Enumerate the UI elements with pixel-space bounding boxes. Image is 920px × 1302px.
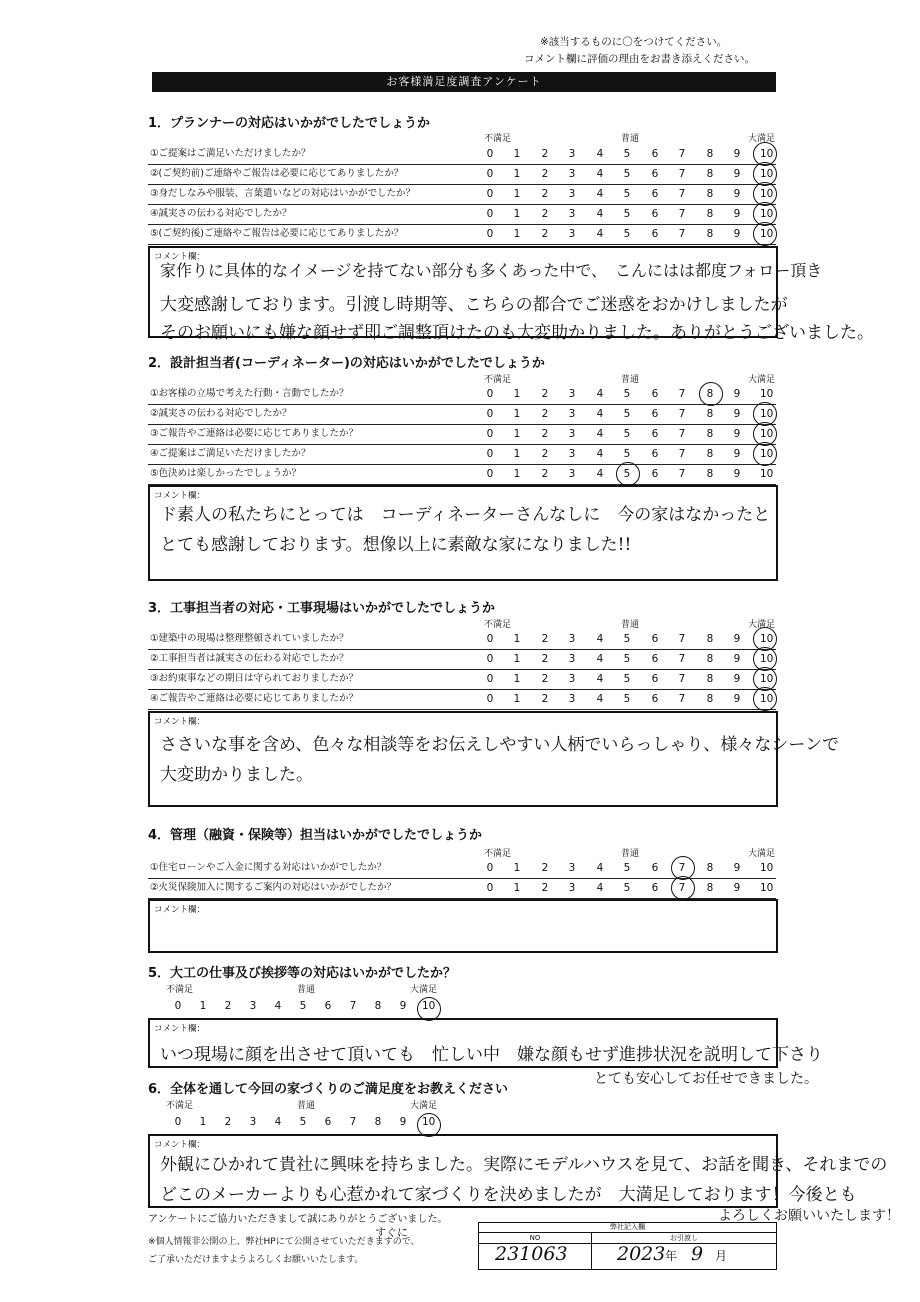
rating-option-3[interactable]: 3 (568, 408, 576, 420)
comment-box-3[interactable] (148, 711, 778, 807)
rating-option-6[interactable]: 6 (651, 228, 659, 240)
question-text: ⑤(ご契約後)ご連絡やご報告は必要に応じてありましたか？ (150, 228, 404, 239)
rating-option-8[interactable]: 8 (706, 633, 714, 645)
rating-option-10[interactable]: 10 (422, 1000, 436, 1012)
handwritten-comment-line: 大変感謝しております。引渡し時期等、こちらの都合でご迷惑をおかけしましたが (160, 295, 788, 315)
rating-option-9[interactable]: 9 (733, 168, 741, 180)
rating-option-9[interactable]: 9 (733, 673, 741, 685)
rating-option-5[interactable]: 5 (299, 1000, 307, 1012)
scale-label-high: 大満足 (748, 849, 776, 859)
question-row[interactable] (148, 878, 776, 899)
scale-label-mid: 普通 (621, 620, 640, 630)
rating-option-8[interactable]: 8 (706, 188, 714, 200)
rating-option-6[interactable]: 6 (651, 633, 659, 645)
delivery-month: 9 (691, 1243, 704, 1265)
question-row[interactable] (148, 424, 776, 445)
year-suffix: 年 (665, 1249, 678, 1263)
rating-option-6[interactable]: 6 (651, 408, 659, 420)
question-row[interactable] (148, 464, 776, 485)
rating-option-4[interactable]: 4 (596, 693, 604, 705)
scale-label-mid: 普通 (621, 375, 640, 385)
table-header: 弊社記入欄 (479, 1223, 776, 1233)
rating-option-8[interactable]: 8 (706, 673, 714, 685)
rating-option-8[interactable]: 8 (706, 862, 714, 874)
handwritten-comment-line: よろしくお願いいたします！ (718, 1208, 900, 1224)
scale-label-low: 不満足 (166, 985, 194, 995)
rating-option-5[interactable]: 5 (623, 448, 631, 460)
handwritten-comment-line: とても感謝しております。想像以上に素敵な家になりました!! (160, 535, 632, 555)
rating-option-2[interactable]: 2 (224, 1000, 232, 1012)
rating-option-1[interactable]: 1 (513, 468, 521, 480)
rating-option-9[interactable]: 9 (733, 428, 741, 440)
rating-option-2[interactable]: 2 (541, 653, 549, 665)
rating-option-4[interactable]: 4 (596, 388, 604, 400)
section-6-title: 6．全体を通して今回の家づくりのご満足度をお教えください (148, 1082, 509, 1097)
question-text: ①お客様の立場で考えた行動・言動でしたか？ (150, 388, 349, 399)
scale-label-mid: 普通 (621, 849, 640, 859)
rating-option-5[interactable]: 5 (623, 633, 631, 645)
rating-option-10[interactable]: 10 (760, 633, 774, 645)
rating-option-9[interactable]: 9 (733, 148, 741, 160)
privacy-notice-2: ご了承いただけますようよろしくお願いいたします。 (148, 1255, 364, 1265)
rating-option-7[interactable]: 7 (678, 862, 686, 874)
rating-option-0[interactable]: 0 (486, 882, 494, 894)
rating-option-0[interactable]: 0 (486, 208, 494, 220)
rating-option-5[interactable]: 5 (623, 168, 631, 180)
rating-option-4[interactable]: 4 (596, 428, 604, 440)
rating-option-6[interactable]: 6 (651, 693, 659, 705)
rating-option-7[interactable]: 7 (678, 882, 686, 894)
rating-option-6[interactable]: 6 (324, 1116, 332, 1128)
rating-row[interactable] (0, 1116, 920, 1136)
rating-option-9[interactable]: 9 (733, 188, 741, 200)
rating-option-3[interactable]: 3 (568, 633, 576, 645)
rating-option-5[interactable]: 5 (623, 428, 631, 440)
question-text: ②工事担当者は誠実さの伝わる対応でしたか？ (150, 653, 349, 664)
rating-option-2[interactable]: 2 (541, 862, 549, 874)
rating-option-10[interactable]: 10 (760, 208, 774, 220)
scale-label-high: 大満足 (748, 134, 776, 144)
selected-rating-circle (753, 687, 777, 711)
rating-option-6[interactable]: 6 (651, 208, 659, 220)
rating-option-0[interactable]: 0 (486, 862, 494, 874)
rating-option-2[interactable]: 2 (541, 448, 549, 460)
question-text: ③身だしなみや服装、言葉遣いなどの対応はいかがでしたか？ (150, 188, 416, 199)
rating-option-4[interactable]: 4 (596, 468, 604, 480)
rating-option-9[interactable]: 9 (733, 388, 741, 400)
handwritten-insert: すぐに (375, 1226, 408, 1239)
comment-label: コメント欄： (154, 252, 206, 262)
delivery-year: 2023 (617, 1243, 666, 1265)
rating-option-2[interactable]: 2 (541, 673, 549, 685)
scale-label-mid: 普通 (297, 1101, 316, 1111)
rating-option-6[interactable]: 6 (651, 168, 659, 180)
rating-option-1[interactable]: 1 (513, 428, 521, 440)
rating-option-10[interactable]: 10 (422, 1116, 436, 1128)
rating-option-0[interactable]: 0 (486, 188, 494, 200)
rating-option-1[interactable]: 1 (513, 653, 521, 665)
rating-option-0[interactable]: 0 (486, 388, 494, 400)
scale-label-low: 不満足 (166, 1101, 194, 1111)
rating-option-1[interactable]: 1 (513, 448, 521, 460)
handwritten-comment-line: どこのメーカーよりも心惹かれて家づくりを決めましたが 大満足しております！今後とも (160, 1185, 857, 1205)
question-text: ①住宅ローンやご入金に関する対応はいかがでしたか？ (150, 862, 387, 873)
question-text: ①建築中の現場は整理整頓されていましたか？ (150, 633, 349, 644)
rating-option-2[interactable]: 2 (541, 228, 549, 240)
rating-option-7[interactable]: 7 (678, 188, 686, 200)
rating-option-4[interactable]: 4 (596, 633, 604, 645)
rating-option-4[interactable]: 4 (274, 1116, 282, 1128)
rating-option-3[interactable]: 3 (249, 1116, 257, 1128)
rating-option-4[interactable]: 4 (596, 448, 604, 460)
rating-option-7[interactable]: 7 (678, 208, 686, 220)
rating-option-1[interactable]: 1 (513, 882, 521, 894)
rating-option-8[interactable]: 8 (706, 168, 714, 180)
rating-option-6[interactable]: 6 (651, 148, 659, 160)
month-suffix: 月 (715, 1249, 728, 1263)
rating-option-7[interactable]: 7 (678, 148, 686, 160)
selected-rating-circle (671, 876, 695, 900)
rating-option-8[interactable]: 8 (706, 693, 714, 705)
rating-option-5[interactable]: 5 (623, 653, 631, 665)
rating-option-10[interactable]: 10 (760, 468, 774, 480)
rating-option-3[interactable]: 3 (568, 428, 576, 440)
rating-option-3[interactable]: 3 (568, 208, 576, 220)
rating-option-9[interactable]: 9 (733, 633, 741, 645)
rating-option-9[interactable]: 9 (733, 693, 741, 705)
rating-option-0[interactable]: 0 (486, 633, 494, 645)
rating-option-3[interactable]: 3 (568, 388, 576, 400)
rating-option-7[interactable]: 7 (678, 448, 686, 460)
rating-option-4[interactable]: 4 (596, 228, 604, 240)
rating-option-5[interactable]: 5 (623, 862, 631, 874)
scale-label-low: 不満足 (484, 620, 512, 630)
rating-option-7[interactable]: 7 (678, 468, 686, 480)
office-use-table (478, 1222, 777, 1270)
rating-option-2[interactable]: 2 (541, 388, 549, 400)
rating-option-5[interactable]: 5 (623, 673, 631, 685)
rating-option-8[interactable]: 8 (706, 408, 714, 420)
comment-label: コメント欄： (154, 1024, 206, 1034)
rating-option-3[interactable]: 3 (568, 448, 576, 460)
rating-option-6[interactable]: 6 (651, 882, 659, 894)
rating-option-10[interactable]: 10 (760, 673, 774, 685)
rating-option-7[interactable]: 7 (349, 1116, 357, 1128)
rating-option-1[interactable]: 1 (513, 862, 521, 874)
rating-option-8[interactable]: 8 (706, 228, 714, 240)
rating-option-0[interactable]: 0 (486, 428, 494, 440)
rating-option-3[interactable]: 3 (568, 653, 576, 665)
selected-rating-circle (753, 222, 777, 246)
scale-label-low: 不満足 (484, 375, 512, 385)
rating-option-10[interactable]: 10 (760, 882, 774, 894)
rating-option-7[interactable]: 7 (678, 633, 686, 645)
question-row[interactable] (148, 164, 776, 185)
handwritten-comment-line: ド素人の私たちにとっては コーディネーターさんなしに 今の家はなかったと (160, 505, 771, 525)
section-3-title: 3．工事担当者の対応・工事現場はいかがでしたでしょうか (148, 601, 496, 616)
section-2-title: 2．設計担当者(コーディネーター)の対応はいかがでしたでしょうか (148, 356, 545, 371)
rating-option-4[interactable]: 4 (596, 208, 604, 220)
section-1-title: 1．プランナーの対応はいかがでしたでしょうか (148, 116, 431, 131)
rating-option-0[interactable]: 0 (486, 468, 494, 480)
comment-label: コメント欄： (154, 717, 206, 727)
instruction-note-1: ※該当するものに〇をつけてください。 (540, 36, 728, 48)
instruction-note-2: コメント欄に評価の理由をお書き添えください。 (524, 53, 755, 65)
rating-option-6[interactable]: 6 (651, 653, 659, 665)
rating-option-8[interactable]: 8 (706, 468, 714, 480)
selected-rating-circle (753, 442, 777, 466)
rating-option-7[interactable]: 7 (678, 388, 686, 400)
question-row[interactable] (148, 629, 776, 650)
rating-option-2[interactable]: 2 (541, 428, 549, 440)
rating-option-1[interactable]: 1 (513, 693, 521, 705)
rating-option-6[interactable]: 6 (651, 188, 659, 200)
rating-option-4[interactable]: 4 (596, 673, 604, 685)
comment-box-4[interactable] (148, 899, 778, 953)
question-text: ②誠実さの伝わる対応でしたか？ (150, 408, 292, 419)
scale-label-high: 大満足 (748, 620, 776, 630)
rating-option-1[interactable]: 1 (513, 408, 521, 420)
rating-option-0[interactable]: 0 (486, 653, 494, 665)
scale-label-mid: 普通 (621, 134, 640, 144)
rating-option-10[interactable]: 10 (760, 693, 774, 705)
table-no-label: NO (479, 1233, 592, 1244)
question-text: ③ご報告やご連絡は必要に応じてありましたか？ (150, 428, 359, 439)
question-row[interactable] (148, 384, 776, 405)
rating-option-4[interactable]: 4 (596, 188, 604, 200)
thanks-text: アンケートにご協力いただきまして誠にありがとうございました。 (148, 1214, 448, 1225)
question-row[interactable] (148, 649, 776, 670)
rating-option-0[interactable]: 0 (486, 448, 494, 460)
question-row[interactable] (148, 144, 776, 165)
rating-option-1[interactable]: 1 (513, 228, 521, 240)
question-row[interactable] (148, 224, 776, 245)
rating-option-9[interactable]: 9 (399, 1116, 407, 1128)
rating-option-7[interactable]: 7 (678, 673, 686, 685)
rating-option-10[interactable]: 10 (760, 388, 774, 400)
scale-label-high: 大満足 (748, 375, 776, 385)
rating-option-3[interactable]: 3 (249, 1000, 257, 1012)
rating-option-9[interactable]: 9 (733, 882, 741, 894)
rating-option-3[interactable]: 3 (568, 882, 576, 894)
rating-option-5[interactable]: 5 (623, 468, 631, 480)
rating-option-10[interactable]: 10 (760, 228, 774, 240)
rating-option-2[interactable]: 2 (541, 188, 549, 200)
rating-option-3[interactable]: 3 (568, 188, 576, 200)
rating-option-5[interactable]: 5 (623, 693, 631, 705)
rating-option-0[interactable]: 0 (486, 673, 494, 685)
rating-option-4[interactable]: 4 (596, 862, 604, 874)
rating-option-3[interactable]: 3 (568, 862, 576, 874)
rating-option-2[interactable]: 2 (541, 168, 549, 180)
selected-rating-circle (616, 462, 640, 486)
rating-option-8[interactable]: 8 (706, 388, 714, 400)
rating-option-2[interactable]: 2 (541, 693, 549, 705)
rating-option-8[interactable]: 8 (706, 882, 714, 894)
comment-label: コメント欄： (154, 905, 206, 915)
question-text: ④ご提案はご満足いただけましたか？ (150, 448, 311, 459)
survey-number: 231063 (495, 1243, 568, 1265)
rating-option-9[interactable]: 9 (733, 228, 741, 240)
rating-option-7[interactable]: 7 (678, 428, 686, 440)
rating-option-6[interactable]: 6 (651, 388, 659, 400)
rating-option-8[interactable]: 8 (706, 208, 714, 220)
rating-option-6[interactable]: 6 (651, 448, 659, 460)
rating-option-2[interactable]: 2 (541, 148, 549, 160)
question-text: ②火災保険加入に関するご案内の対応はいかがでしたか？ (150, 882, 397, 893)
rating-option-10[interactable]: 10 (760, 653, 774, 665)
handwritten-comment-line: いつ現場に顔を出させて頂いても 忙しい中 嫌な顔もせず進捗状況を説明して下さり (160, 1045, 823, 1065)
question-text: ①ご提案はご満足いただけましたか？ (150, 148, 311, 159)
rating-option-1[interactable]: 1 (513, 188, 521, 200)
question-row[interactable] (148, 204, 776, 225)
rating-option-10[interactable]: 10 (760, 448, 774, 460)
handwritten-comment-line: とても安心してお任せできました。 (594, 1071, 818, 1087)
rating-option-8[interactable]: 8 (374, 1000, 382, 1012)
rating-option-2[interactable]: 2 (541, 208, 549, 220)
rating-option-2[interactable]: 2 (541, 882, 549, 894)
handwritten-comment-line: 外観にひかれて貴社に興味を持ちました。実際にモデルハウスを見て、お話を聞き、それまでの (160, 1155, 888, 1175)
rating-option-6[interactable]: 6 (651, 673, 659, 685)
rating-option-5[interactable]: 5 (299, 1116, 307, 1128)
rating-option-4[interactable]: 4 (596, 882, 604, 894)
rating-option-1[interactable]: 1 (513, 148, 521, 160)
question-row[interactable] (148, 689, 776, 710)
rating-option-8[interactable]: 8 (374, 1116, 382, 1128)
rating-option-7[interactable]: 7 (678, 653, 686, 665)
survey-banner: お客様満足度調査アンケート (152, 72, 776, 92)
scale-label-high: 大満足 (410, 1101, 438, 1111)
rating-option-6[interactable]: 6 (651, 468, 659, 480)
rating-option-10[interactable]: 10 (760, 168, 774, 180)
privacy-notice-1: ※個人情報非公開の上、弊社HPにて公開させていただきますので、 (148, 1237, 420, 1247)
scale-label-low: 不満足 (484, 849, 512, 859)
rating-option-6[interactable]: 6 (651, 862, 659, 874)
rating-option-10[interactable]: 10 (760, 428, 774, 440)
table-date-label: お引渡し (592, 1233, 776, 1244)
rating-option-7[interactable]: 7 (678, 693, 686, 705)
rating-option-0[interactable]: 0 (174, 1000, 182, 1012)
scale-label-low: 不満足 (484, 134, 512, 144)
question-row[interactable] (148, 184, 776, 205)
rating-option-7[interactable]: 7 (349, 1000, 357, 1012)
rating-option-3[interactable]: 3 (568, 228, 576, 240)
rating-option-7[interactable]: 7 (678, 168, 686, 180)
rating-option-5[interactable]: 5 (623, 408, 631, 420)
rating-option-9[interactable]: 9 (733, 468, 741, 480)
rating-option-5[interactable]: 5 (623, 228, 631, 240)
rating-option-8[interactable]: 8 (706, 148, 714, 160)
rating-option-1[interactable]: 1 (513, 208, 521, 220)
rating-option-5[interactable]: 5 (623, 148, 631, 160)
rating-option-0[interactable]: 0 (486, 693, 494, 705)
rating-option-9[interactable]: 9 (733, 653, 741, 665)
comment-label: コメント欄： (154, 1140, 206, 1150)
question-row[interactable] (148, 404, 776, 425)
section-5-title: 5．大工の仕事及び挨拶等の対応はいかがでしたか？ (148, 966, 457, 981)
rating-option-0[interactable]: 0 (486, 408, 494, 420)
rating-option-3[interactable]: 3 (568, 468, 576, 480)
rating-option-5[interactable]: 5 (623, 882, 631, 894)
rating-option-4[interactable]: 4 (596, 408, 604, 420)
rating-option-3[interactable]: 3 (568, 693, 576, 705)
rating-option-3[interactable]: 3 (568, 673, 576, 685)
rating-option-0[interactable]: 0 (486, 168, 494, 180)
handwritten-comment-line: 大変助かりました。 (160, 765, 313, 785)
rating-option-5[interactable]: 5 (623, 188, 631, 200)
rating-option-5[interactable]: 5 (623, 208, 631, 220)
rating-option-4[interactable]: 4 (274, 1000, 282, 1012)
rating-option-1[interactable]: 1 (513, 388, 521, 400)
handwritten-comment-line: ささいな事を含め、色々な相談等をお伝えしやすい人柄でいらっしゃり、様々なシーンで (160, 735, 839, 755)
rating-option-10[interactable]: 10 (760, 188, 774, 200)
rating-option-4[interactable]: 4 (596, 148, 604, 160)
rating-option-10[interactable]: 10 (760, 408, 774, 420)
rating-option-0[interactable]: 0 (486, 228, 494, 240)
rating-option-1[interactable]: 1 (513, 673, 521, 685)
handwritten-comment-line: 家作りに具体的なイメージを持てない部分も多くあった中で、 こんにはは都度フォロー頂き (160, 261, 823, 280)
rating-option-7[interactable]: 7 (678, 408, 686, 420)
rating-row[interactable] (0, 1000, 920, 1020)
rating-option-9[interactable]: 9 (733, 408, 741, 420)
question-text: ③お約束事などの期日は守られておりましたか？ (150, 673, 359, 684)
rating-option-8[interactable]: 8 (706, 653, 714, 665)
rating-option-10[interactable]: 10 (760, 862, 774, 874)
rating-option-6[interactable]: 6 (324, 1000, 332, 1012)
rating-option-2[interactable]: 2 (541, 468, 549, 480)
scale-label-high: 大満足 (410, 985, 438, 995)
question-row[interactable] (148, 669, 776, 690)
selected-rating-circle (699, 382, 723, 406)
rating-option-8[interactable]: 8 (706, 448, 714, 460)
rating-option-8[interactable]: 8 (706, 428, 714, 440)
section-4-title: 4．管理（融資・保険等）担当はいかがでしたでしょうか (148, 828, 483, 843)
rating-option-9[interactable]: 9 (733, 448, 741, 460)
rating-option-6[interactable]: 6 (651, 428, 659, 440)
rating-option-9[interactable]: 9 (733, 208, 741, 220)
rating-option-0[interactable]: 0 (174, 1116, 182, 1128)
comment-label: コメント欄： (154, 491, 206, 501)
rating-option-0[interactable]: 0 (486, 148, 494, 160)
question-text: ⑤色決めは楽しかったでしょうか？ (150, 468, 302, 479)
rating-option-7[interactable]: 7 (678, 228, 686, 240)
rating-option-1[interactable]: 1 (513, 633, 521, 645)
question-text: ④ご報告やご連絡は必要に応じてありましたか？ (150, 693, 359, 704)
rating-option-2[interactable]: 2 (224, 1116, 232, 1128)
rating-option-2[interactable]: 2 (541, 633, 549, 645)
rating-option-10[interactable]: 10 (760, 148, 774, 160)
rating-option-2[interactable]: 2 (541, 408, 549, 420)
rating-option-1[interactable]: 1 (199, 1000, 207, 1012)
rating-option-3[interactable]: 3 (568, 168, 576, 180)
rating-option-4[interactable]: 4 (596, 168, 604, 180)
question-row[interactable] (148, 444, 776, 465)
rating-option-5[interactable]: 5 (623, 388, 631, 400)
handwritten-comment-line: そのお願いにも嫌な顔せず即ご調整頂けたのも大変助かりました。ありがとうございました。 (160, 323, 874, 343)
rating-option-4[interactable]: 4 (596, 653, 604, 665)
question-text: ④誠実さの伝わる対応でしたか？ (150, 208, 292, 219)
question-text: ②(ご契約前)ご連絡やご報告は必要に応じてありましたか？ (150, 168, 404, 179)
rating-option-1[interactable]: 1 (199, 1116, 207, 1128)
rating-option-3[interactable]: 3 (568, 148, 576, 160)
rating-option-1[interactable]: 1 (513, 168, 521, 180)
scale-label-mid: 普通 (297, 985, 316, 995)
rating-option-9[interactable]: 9 (399, 1000, 407, 1012)
rating-option-9[interactable]: 9 (733, 862, 741, 874)
